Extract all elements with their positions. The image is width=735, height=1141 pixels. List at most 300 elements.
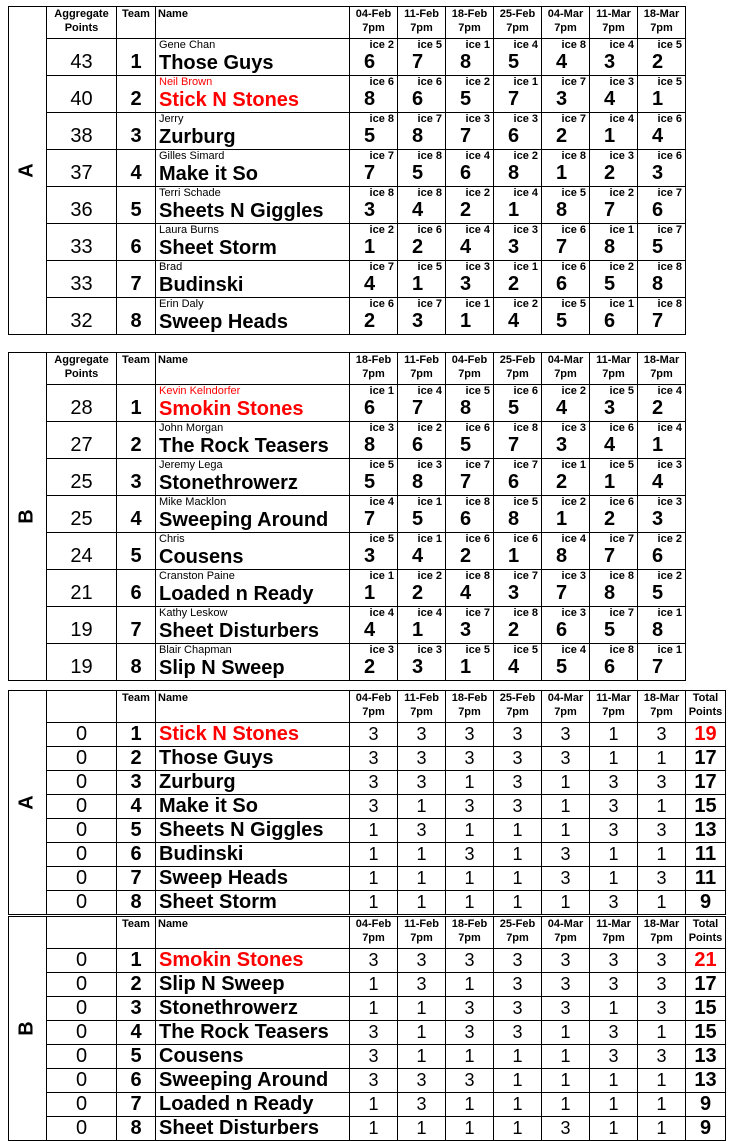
team-name: Sheet Storm [159,237,277,259]
game-cell [590,385,638,422]
game-cell [590,224,638,261]
opponent-number: 3 [604,51,616,73]
week-points: 3 [446,1021,494,1045]
week-points: 1 [542,1045,590,1069]
team-row [9,113,686,150]
ice-sheet: ice 8 [561,150,586,162]
opponent-number: 5 [604,619,616,641]
game-cell [638,113,686,150]
standings-row [9,997,726,1021]
opponent-number: 8 [652,619,664,641]
total-points: 9 [686,1117,726,1141]
date-header [494,917,542,949]
game-cell [494,113,542,150]
total-points: 17 [686,747,726,771]
date-label: 18-Feb [355,354,392,366]
ice-sheet: ice 7 [465,607,490,619]
team-number: 2 [117,973,156,997]
team-number: 2 [117,76,156,113]
aggregate-points: 0 [47,949,117,973]
team-name: Sheets N Giggles [156,819,350,843]
date-header [446,917,494,949]
ice-sheet: ice 6 [561,261,586,273]
aggregate-points: 0 [47,1045,117,1069]
ice-sheet: ice 4 [417,607,442,619]
week-points: 1 [350,1093,398,1117]
total-header-line2: Points [688,706,723,718]
date-label: 18-Feb [451,692,488,704]
week-points: 1 [398,891,446,915]
division-letter: A [15,163,38,178]
ice-sheet: ice 1 [417,533,442,545]
game-cell [350,496,398,533]
aggregate-points: 0 [47,747,117,771]
aggregate-header-line2: Points [64,368,99,380]
week-points: 3 [398,949,446,973]
team-row [9,224,686,261]
time-label: 7pm [410,932,433,944]
game-cell [494,187,542,224]
game-cell [590,459,638,496]
opponent-number: 2 [604,508,616,530]
game-cell [542,422,590,459]
aggregate-points: 0 [47,1021,117,1045]
week-points: 3 [638,723,686,747]
opponent-number: 8 [556,545,568,567]
ice-sheet: ice 6 [609,496,634,508]
week-points: 1 [398,1021,446,1045]
week-points: 1 [542,771,590,795]
week-points: 3 [590,1021,638,1045]
week-points: 3 [446,997,494,1021]
ice-sheet: ice 3 [465,113,490,125]
date-header [638,917,686,949]
team-number: 8 [117,1117,156,1141]
team-name: Smokin Stones [156,949,350,973]
week-points: 1 [446,891,494,915]
opponent-number: 7 [508,434,520,456]
team-name: Slip N Sweep [159,657,285,679]
ice-sheet: ice 4 [465,224,490,236]
week-points: 1 [446,1117,494,1141]
ice-sheet: ice 3 [369,422,394,434]
game-cell [494,39,542,76]
opponent-number: 1 [508,199,520,221]
week-points: 1 [350,819,398,843]
ice-sheet: ice 2 [561,385,586,397]
ice-sheet: ice 2 [609,187,634,199]
team-name-cell [156,533,350,570]
opponent-number: 7 [460,471,472,493]
team-number: 7 [117,867,156,891]
game-cell [446,187,494,224]
game-cell [446,644,494,681]
game-cell [542,298,590,335]
ice-sheet: ice 1 [369,385,394,397]
week-points: 1 [542,819,590,843]
name-header: Name [156,691,350,723]
opponent-number: 3 [364,199,376,221]
week-points: 3 [590,771,638,795]
time-label: 7pm [650,932,673,944]
week-points: 1 [638,795,686,819]
game-cell [398,113,446,150]
team-name: The Rock Teasers [156,1021,350,1045]
opponent-number: 6 [460,508,472,530]
date-label: 04-Feb [355,8,392,20]
week-points: 1 [446,973,494,997]
game-cell [398,187,446,224]
header-row [9,917,726,949]
date-header [638,7,686,39]
game-cell [590,39,638,76]
opponent-number: 4 [460,236,472,258]
ice-sheet: ice 3 [609,150,634,162]
opponent-number: 3 [604,397,616,419]
game-cell [542,39,590,76]
ice-sheet: ice 7 [417,113,442,125]
ice-sheet: ice 8 [513,607,538,619]
skip-name: Jeremy Lega [159,459,223,471]
team-name-cell [156,187,350,224]
game-cell [446,224,494,261]
date-label: 04-Mar [547,8,584,20]
time-label: 7pm [650,706,673,718]
skip-name: Erin Daly [159,298,204,310]
name-header: Name [156,917,350,949]
game-cell [638,607,686,644]
game-cell [350,533,398,570]
date-label: 25-Feb [499,8,536,20]
opponent-number: 2 [412,582,424,604]
team-name: Stick N Stones [156,723,350,747]
team-name: Make it So [159,163,258,185]
time-label: 7pm [362,932,385,944]
game-cell [590,187,638,224]
standings-row [9,1045,726,1069]
game-cell [542,459,590,496]
aggregate-points: 37 [47,150,117,187]
week-points: 1 [398,843,446,867]
date-header [590,353,638,385]
standings-row [9,949,726,973]
game-cell [494,224,542,261]
aggregate-points: 25 [47,459,117,496]
ice-sheet: ice 6 [369,298,394,310]
ice-sheet: ice 5 [513,644,538,656]
date-header [446,353,494,385]
team-name: Those Guys [156,747,350,771]
opponent-number: 7 [652,656,664,678]
week-points: 1 [542,1093,590,1117]
opponent-number: 5 [364,125,376,147]
date-label: 25-Feb [499,692,536,704]
week-points: 3 [590,819,638,843]
week-points: 3 [494,949,542,973]
week-points: 1 [350,843,398,867]
week-points: 1 [590,1117,638,1141]
opponent-number: 2 [508,273,520,295]
total-header-line2: Points [688,932,723,944]
total-points: 11 [686,867,726,891]
week-points: 1 [638,1117,686,1141]
date-header [398,353,446,385]
ice-sheet: ice 6 [417,224,442,236]
week-points: 3 [494,997,542,1021]
standings-row [9,891,726,915]
ice-sheet: ice 7 [609,533,634,545]
opponent-number: 6 [604,310,616,332]
week-points: 3 [350,1021,398,1045]
opponent-number: 3 [652,508,664,530]
opponent-number: 1 [604,125,616,147]
date-label: 18-Feb [451,918,488,930]
week-points: 1 [590,1093,638,1117]
opponent-number: 1 [412,273,424,295]
standings-row [9,795,726,819]
opponent-number: 8 [364,88,376,110]
ice-sheet: ice 5 [609,459,634,471]
opponent-number: 1 [652,88,664,110]
ice-sheet: ice 1 [417,496,442,508]
week-points: 3 [398,973,446,997]
team-number: 4 [117,496,156,533]
team-name: Slip N Sweep [156,973,350,997]
opponent-number: 7 [364,162,376,184]
header-row [9,353,686,385]
week-points: 3 [638,973,686,997]
ice-sheet: ice 8 [609,644,634,656]
ice-sheet: ice 3 [513,224,538,236]
aggregate-points: 25 [47,496,117,533]
opponent-number: 6 [604,656,616,678]
aggregate-points: 0 [47,973,117,997]
team-number: 6 [117,224,156,261]
opponent-number: 2 [508,619,520,641]
time-label: 7pm [362,22,385,34]
opponent-number: 8 [364,434,376,456]
opponent-number: 7 [460,125,472,147]
team-number: 5 [117,533,156,570]
ice-sheet: ice 5 [561,187,586,199]
date-label: 11-Mar [596,354,631,366]
game-cell [542,113,590,150]
ice-sheet: ice 2 [561,496,586,508]
week-points: 1 [638,1021,686,1045]
opponent-number: 1 [364,582,376,604]
team-name: Stonethrowerz [156,997,350,1021]
ice-sheet: ice 4 [369,607,394,619]
ice-sheet: ice 8 [369,113,394,125]
total-points: 9 [686,891,726,915]
aggregate-points: 0 [47,723,117,747]
date-header [446,691,494,723]
ice-sheet: ice 6 [609,422,634,434]
team-row [9,533,686,570]
team-number: 3 [117,113,156,150]
time-label: 7pm [602,22,625,34]
team-name-cell [156,39,350,76]
team-number: 7 [117,1093,156,1117]
game-cell [494,298,542,335]
week-points: 3 [542,723,590,747]
date-header [542,353,590,385]
date-header [398,691,446,723]
team-row [9,570,686,607]
opponent-number: 3 [460,273,472,295]
ice-sheet: ice 1 [513,76,538,88]
ice-sheet: ice 6 [657,150,682,162]
team-name: Cousens [159,546,244,568]
team-header: Team [117,917,156,949]
aggregate-points: 28 [47,385,117,422]
date-header [638,353,686,385]
opponent-number: 5 [508,397,520,419]
date-header [398,7,446,39]
game-cell [494,496,542,533]
ice-sheet: ice 5 [657,76,682,88]
team-row [9,39,686,76]
opponent-number: 6 [412,88,424,110]
game-cell [350,298,398,335]
team-number: 6 [117,843,156,867]
opponent-number: 4 [508,310,520,332]
ice-sheet: ice 1 [609,298,634,310]
week-points: 3 [350,1045,398,1069]
ice-sheet: ice 3 [513,113,538,125]
game-cell [542,261,590,298]
division-letter: A [15,795,38,810]
opponent-number: 5 [412,508,424,530]
team-number: 5 [117,187,156,224]
opponent-number: 1 [508,545,520,567]
ice-sheet: ice 5 [369,459,394,471]
week-points: 3 [350,949,398,973]
total-points: 17 [686,771,726,795]
opponent-number: 8 [652,273,664,295]
aggregate-points: 32 [47,298,117,335]
team-name-cell [156,570,350,607]
date-label: 04-Mar [547,692,584,704]
date-header [590,691,638,723]
aggregate-header-line2: Points [64,22,99,34]
standings-row [9,723,726,747]
ice-sheet: ice 1 [465,298,490,310]
week-points: 3 [398,723,446,747]
skip-name: John Morgan [159,422,224,434]
opponent-number: 4 [412,199,424,221]
date-header [446,7,494,39]
ice-sheet: ice 3 [417,644,442,656]
date-header [494,691,542,723]
game-cell [638,496,686,533]
opponent-number: 2 [604,162,616,184]
week-points: 1 [350,973,398,997]
ice-sheet: ice 2 [513,150,538,162]
ice-sheet: ice 7 [417,298,442,310]
ice-sheet: ice 8 [657,261,682,273]
game-cell [350,607,398,644]
game-cell [494,607,542,644]
ice-sheet: ice 5 [609,385,634,397]
division-label [9,353,47,681]
aggregate-points: 27 [47,422,117,459]
date-label: 18-Mar [643,918,680,930]
opponent-number: 2 [652,51,664,73]
team-name: Zurburg [156,771,350,795]
team-name: The Rock Teasers [159,435,329,457]
game-cell [446,496,494,533]
opponent-number: 6 [364,51,376,73]
week-points: 3 [638,1045,686,1069]
game-cell [398,298,446,335]
week-points: 3 [590,1045,638,1069]
ice-sheet: ice 3 [657,496,682,508]
game-cell [638,459,686,496]
ice-sheet: ice 7 [609,607,634,619]
week-points: 1 [590,843,638,867]
date-label: 18-Mar [643,354,680,366]
week-points: 3 [542,867,590,891]
ice-sheet: ice 3 [369,644,394,656]
week-points: 3 [638,867,686,891]
team-name: Sweeping Around [156,1069,350,1093]
time-label: 7pm [458,932,481,944]
week-points: 1 [638,891,686,915]
team-name-cell [156,385,350,422]
ice-sheet: ice 4 [657,385,682,397]
ice-sheet: ice 3 [609,76,634,88]
week-points: 3 [446,795,494,819]
opponent-number: 4 [412,545,424,567]
team-name: Stonethrowerz [159,472,298,494]
date-header [590,917,638,949]
week-points: 1 [542,1021,590,1045]
date-header [590,7,638,39]
game-cell [350,644,398,681]
game-cell [494,76,542,113]
division-label [9,917,47,1141]
standings-row [9,973,726,997]
week-points: 1 [494,891,542,915]
week-points: 3 [638,819,686,843]
team-name: Loaded n Ready [156,1093,350,1117]
date-label: 11-Feb [404,8,439,20]
team-row [9,644,686,681]
game-cell [446,261,494,298]
opponent-number: 5 [508,51,520,73]
team-number: 5 [117,819,156,843]
week-points: 3 [446,949,494,973]
team-header: Team [117,353,156,385]
team-name: Zurburg [159,126,236,148]
time-label: 7pm [458,22,481,34]
standings-row [9,747,726,771]
team-name: Sheet Disturbers [156,1117,350,1141]
ice-sheet: ice 1 [513,261,538,273]
aggregate-header-line1: Aggregate [54,354,109,366]
week-points: 1 [638,747,686,771]
team-name-cell [156,422,350,459]
team-name: Smokin Stones [159,398,304,420]
week-points: 1 [542,1069,590,1093]
team-row [9,76,686,113]
game-cell [494,570,542,607]
game-cell [446,150,494,187]
ice-sheet: ice 7 [561,76,586,88]
team-number: 6 [117,1069,156,1093]
aggregate-header [47,691,117,723]
